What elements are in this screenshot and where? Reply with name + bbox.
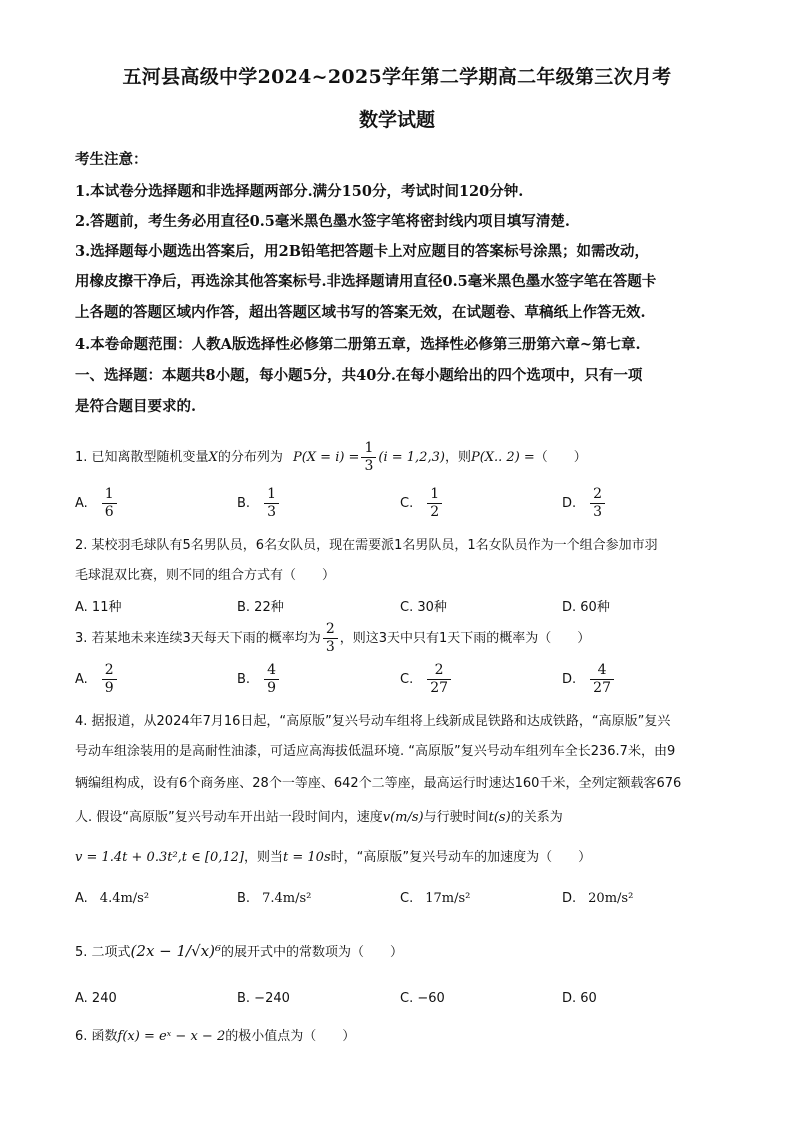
question-5-binomial: (2x − 1/√x)⁶ — [130, 942, 221, 960]
question-1-prefix: 1. 已知离散型随机变量 — [75, 450, 209, 465]
q5-option-a[interactable]: A. 240 — [75, 991, 117, 1006]
question-1-formula-right: (i = 1,2,3) — [378, 450, 445, 465]
q4-option-c[interactable] — [400, 891, 470, 906]
option-label: A. — [75, 672, 88, 687]
fraction-denominator: 9 — [104, 680, 114, 696]
fraction-numerator: 1 — [427, 486, 442, 504]
question-6-function: f(x) = eˣ − x − 2 — [117, 1029, 226, 1044]
question-5 — [75, 936, 403, 968]
question-5-suffix: 的展开式中的常数项为（ ） — [221, 945, 404, 960]
question-3 — [75, 620, 590, 658]
question-3-suffix: ，则这3天中只有1天下雨的概率为（ ） — [339, 631, 591, 646]
fraction-numerator: 2 — [102, 662, 117, 680]
option-label: B. — [237, 891, 251, 906]
question-4-line-5 — [75, 846, 591, 865]
q1-option-a[interactable] — [75, 486, 119, 521]
notice-item-3-cont2: 上各题的答题区域内作答，超出答题区域书写的答案无效，在试题卷、草稿纸上作答无效. — [75, 304, 646, 321]
q4-text-d: ，则当 — [244, 850, 284, 865]
question-2: 2. 某校羽毛球队有5名男队员，6名女队员，现在需要派1名男队员，1名女队员作为一个组合参加市羽 — [75, 538, 658, 553]
q2-option-d[interactable]: D. 60种 — [562, 600, 610, 615]
question-4-line-3: 辆编组构成，设有6个商务座、28个一等座、642个二等座，最高运行时速达160千米，全列定额载客676 — [75, 776, 682, 791]
question-1-paren: （ ） — [534, 450, 587, 465]
question-1-ask: P(X.. 2) = — [470, 450, 535, 465]
option-label: B. — [237, 496, 251, 511]
fraction-numerator: 2 — [323, 621, 338, 639]
fraction-denominator: 9 — [267, 680, 276, 696]
question-1-mid: 的分布列为 — [217, 450, 283, 465]
option-label: B. — [237, 672, 251, 687]
q4-time-symbol: t(s) — [488, 810, 511, 825]
q4-text-e: 时，“高原版”复兴号动车的加速度为（ ） — [330, 850, 592, 865]
option-label: D. — [562, 496, 577, 511]
option-label: A. — [75, 891, 88, 906]
notice-item-4: 4.本卷命题范围：人教A版选择性必修第二册第五章，选择性必修第三册第六章~第七章. — [75, 336, 641, 353]
question-4-line-4 — [75, 806, 563, 825]
q5-option-c[interactable]: C. −60 — [400, 991, 445, 1006]
fraction-numerator: 4 — [264, 662, 279, 680]
q4-text-a: 人. 假设“高原版”复兴号动车开出站一段时间内，速度 — [75, 810, 383, 825]
fraction-denominator: 3 — [364, 458, 374, 474]
q4-velocity-formula: v = 1.4t + 0.3t²,t ∈ [0,12] — [75, 850, 244, 865]
question-6-prefix: 6. 函数 — [75, 1029, 118, 1044]
q4-time-value: t = 10s — [283, 850, 331, 865]
option-label: D. — [562, 891, 577, 906]
option-label: C. — [400, 672, 414, 687]
exam-subtitle: 数学试题 — [358, 109, 435, 131]
option-label: C. — [400, 891, 414, 906]
question-4: 4. 据报道，从2024年7月16日起，“高原版”复兴号动车组将上线新成昆铁路和达成铁路，“高原版”复兴 — [75, 714, 671, 729]
question-6-suffix: 的极小值点为（ ） — [225, 1029, 356, 1044]
q4-option-b[interactable] — [237, 891, 311, 906]
option-value: 4.4m/s² — [99, 891, 150, 906]
q2-option-a[interactable]: A. 11种 — [75, 600, 122, 615]
q3-option-b[interactable] — [237, 662, 281, 697]
question-1 — [75, 438, 587, 478]
question-2-cont: 毛球混双比赛，则不同的组合方式有（ ） — [75, 568, 336, 583]
fraction-denominator: 27 — [593, 680, 611, 696]
q5-option-d[interactable]: D. 60 — [562, 991, 597, 1006]
q4-text-b: 与行驶时间 — [423, 810, 489, 825]
exam-title: 五河县高级中学2024~2025学年第二学期高二年级第三次月考 — [122, 66, 672, 88]
notice-item-1: 1.本试卷分选择题和非选择题两部分.满分150分，考试时间120分钟. — [75, 183, 524, 200]
question-6 — [75, 1025, 355, 1044]
fraction-denominator: 27 — [430, 680, 449, 696]
option-label: C. — [400, 496, 414, 511]
fraction-numerator: 2 — [427, 662, 451, 680]
q1-option-d[interactable] — [562, 486, 607, 521]
q1-option-c[interactable] — [400, 486, 444, 521]
fraction-denominator: 3 — [325, 639, 335, 655]
section-heading: 一、选择题：本题共8小题，每小题5分，共40分.在每小题给出的四个选项中，只有一项 — [75, 367, 643, 384]
q4-option-d[interactable] — [562, 891, 633, 906]
fraction-denominator: 6 — [104, 504, 114, 520]
q3-option-c[interactable] — [400, 662, 453, 697]
fraction-denominator: 3 — [267, 504, 276, 520]
question-1-then: ，则 — [444, 450, 471, 465]
q1-option-b[interactable] — [237, 486, 281, 521]
question-1-fraction — [361, 440, 376, 475]
q3-option-a[interactable] — [75, 662, 119, 697]
fraction-numerator: 1 — [361, 440, 376, 458]
q4-velocity-symbol: v(m/s) — [382, 810, 424, 825]
option-label: A. — [75, 496, 88, 511]
option-value: 20m/s² — [588, 891, 634, 906]
question-1-var: X — [208, 450, 218, 465]
question-3-prefix: 3. 若某地未来连续3天每天下雨的概率均为 — [75, 631, 321, 646]
q3-option-d[interactable] — [562, 662, 616, 697]
notice-item-3-cont: 用橡皮擦干净后，再选涂其他答案标号.非选择题请用直径0.5毫米黑色墨水签字笔在答题卡 — [75, 273, 657, 290]
fraction-denominator: 3 — [593, 504, 603, 520]
fraction-denominator: 2 — [430, 504, 440, 520]
q4-option-a[interactable] — [75, 891, 149, 906]
question-4-line-2: 号动车组涂装用的是高耐性油漆，可适应高海拔低温环境. “高原版”复兴号动车组列车全长236.7米，由9 — [75, 744, 676, 759]
fraction-numerator: 2 — [590, 486, 605, 504]
notice-heading: 考生注意： — [75, 151, 148, 168]
option-value: 7.4m/s² — [262, 891, 312, 906]
q4-text-c: 的关系为 — [510, 810, 563, 825]
fraction-numerator: 1 — [102, 486, 117, 504]
fraction-numerator: 1 — [264, 486, 279, 504]
q2-option-b[interactable]: B. 22种 — [237, 600, 284, 615]
option-value: 17m/s² — [425, 891, 471, 906]
question-5-prefix: 5. 二项式 — [75, 945, 131, 960]
q5-option-b[interactable]: B. −240 — [237, 991, 290, 1006]
fraction-numerator: 4 — [590, 662, 614, 680]
section-heading-cont: 是符合题目要求的. — [75, 398, 197, 415]
question-1-formula-left: P(X = i) = — [292, 450, 360, 465]
notice-item-3: 3.选择题每小题选出答案后，用2B铅笔把答题卡上对应题目的答案标号涂黑；如需改动， — [75, 243, 649, 260]
q2-option-c[interactable]: C. 30种 — [400, 600, 447, 615]
option-label: D. — [562, 672, 577, 687]
notice-item-2: 2.答题前，考生务必用直径0.5毫米黑色墨水签字笔将密封线内项目填写清楚. — [75, 213, 570, 230]
